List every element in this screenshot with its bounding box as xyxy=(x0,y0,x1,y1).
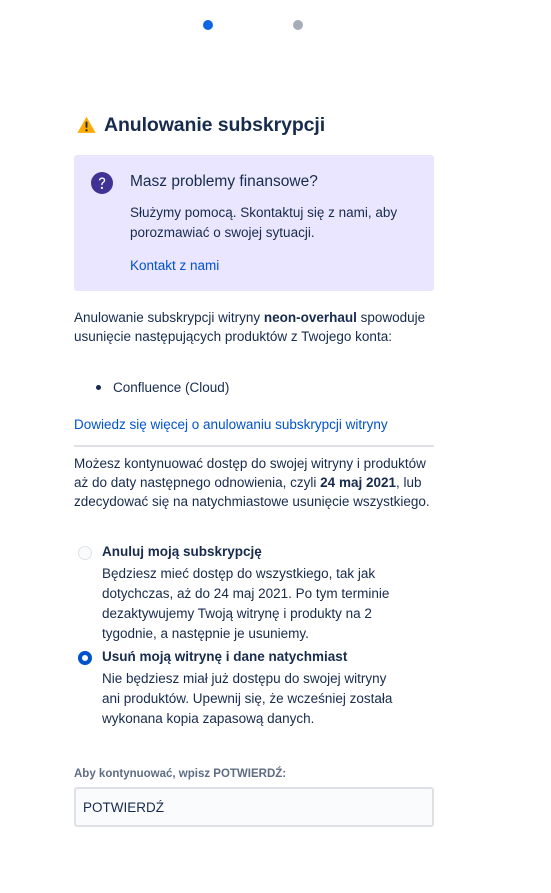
help-panel-title: Masz problemy finansowe? xyxy=(130,173,318,190)
page-header xyxy=(74,112,434,138)
section-divider xyxy=(74,445,434,447)
main-content xyxy=(74,112,434,780)
step-dot-next xyxy=(293,20,303,30)
renewal-date: 24 maj 2021 xyxy=(320,475,396,490)
bullet-icon xyxy=(96,385,101,390)
confirm-field-label: Aby kontynuować, wpisz POTWIERDŹ: xyxy=(74,768,287,780)
radio-cancel-subscription[interactable] xyxy=(78,546,92,560)
contact-us-link[interactable]: Kontakt z nami xyxy=(130,258,220,273)
warning-icon xyxy=(77,116,96,134)
learn-more-link[interactable]: Dowiedz się więcej o anulowaniu subskrypcji witryny xyxy=(74,417,388,432)
intro-suffix: spowoduje usunięcie następujących produktów z Twojego konta: xyxy=(74,310,426,344)
continue-access-text xyxy=(74,454,436,511)
site-name: neon-overhaul xyxy=(263,310,357,325)
help-panel-body: Służymy pomocą. Skontaktuj się z nami, aby porozmawiać o swojej sytuacji. xyxy=(130,205,398,240)
option-label: Usuń moją witrynę i dane natychmiast xyxy=(102,649,348,664)
continue-suffix: , lub zdecydować się na natychmiastowe usunięcie wszystkiego. xyxy=(74,475,430,509)
page-title: Anulowanie subskrypcji xyxy=(104,113,326,136)
confirm-input[interactable] xyxy=(74,787,434,827)
option-description: Nie będziesz miał już dostępu do swojej witryny ani produktów. Upewnij się, że wcześniej została wykonana kopia zapasową danych. xyxy=(102,671,393,726)
option-label: Anuluj moją subskrypcję xyxy=(102,544,262,559)
financial-help-panel xyxy=(74,155,434,291)
intro-prefix: Anulowanie subskrypcji witryny xyxy=(74,310,264,325)
step-dot-current xyxy=(203,20,213,30)
radio-delete-now[interactable] xyxy=(78,651,92,665)
question-icon xyxy=(91,172,113,194)
product-list-item xyxy=(96,380,229,395)
option-description: Będziesz mieć dostęp do wszystkiego, tak jak dotychczas, aż do 24 maj 2021. Po tym terminie dezaktywujemy Twoją witrynę i produkty na 2 tygodnie, a następnie je usuniemy. xyxy=(102,566,390,641)
continue-prefix: Możesz kontynuować dostęp do swojej witryny i produktów aż do daty następnego odnowienia, czyli xyxy=(74,456,426,490)
step-indicator xyxy=(0,20,551,32)
cancellation-intro xyxy=(74,308,436,346)
product-name: Confluence (Cloud) xyxy=(113,380,230,395)
